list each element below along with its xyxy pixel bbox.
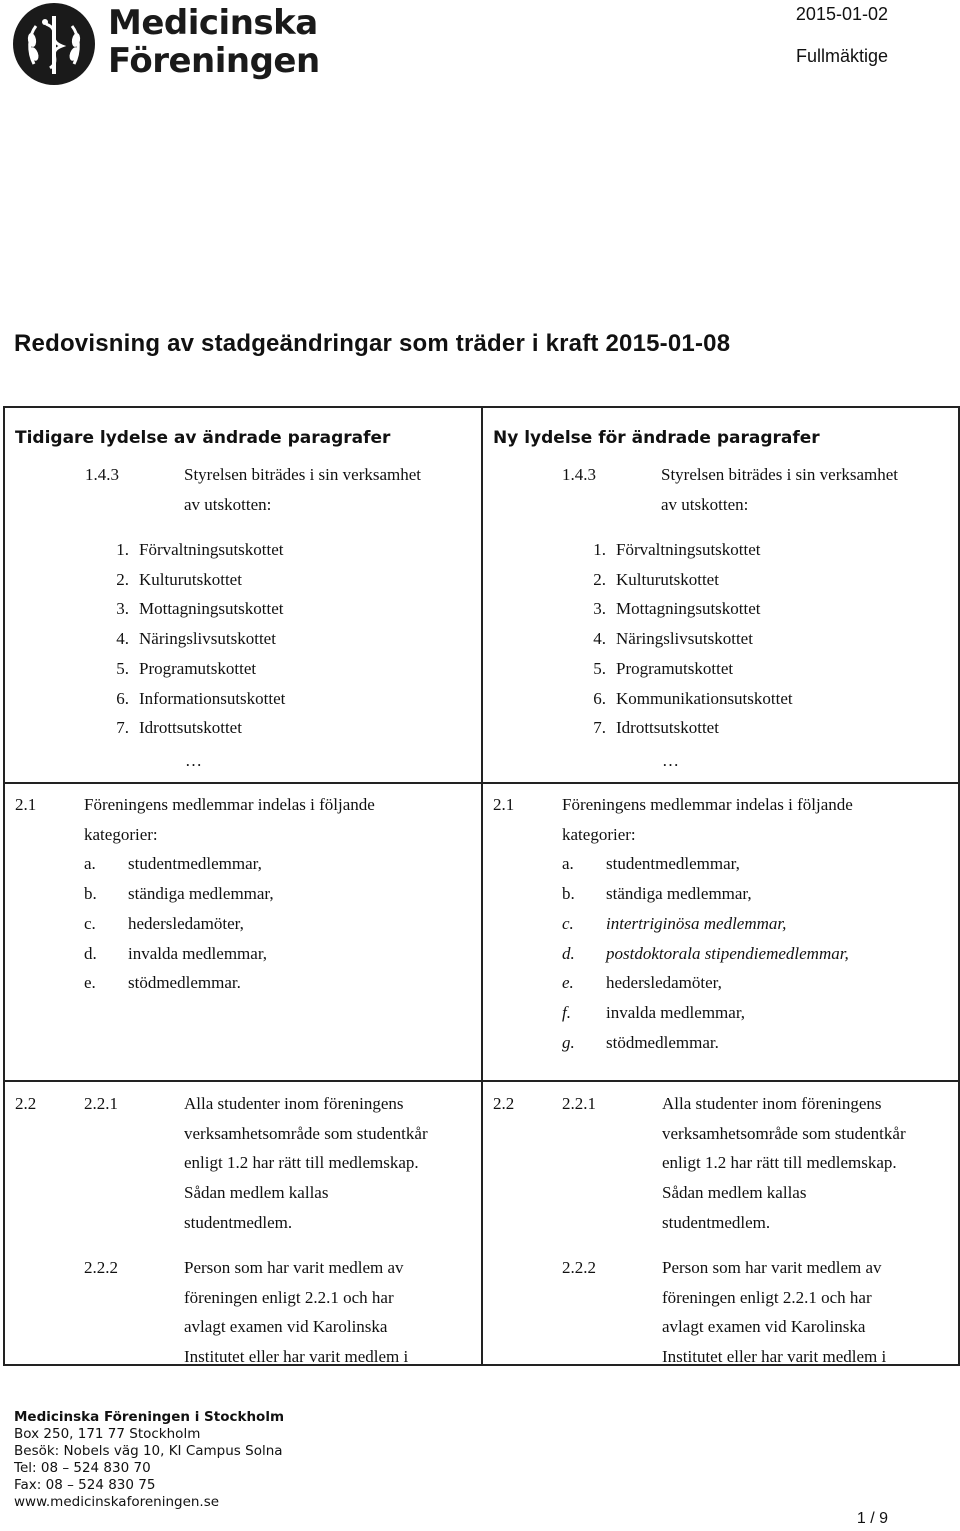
new-p22-number: 2.2 — [493, 1094, 515, 1113]
list-item: b. ständiga medlemmar, — [84, 884, 274, 904]
logo-text-line2: Föreningen — [108, 41, 320, 81]
header-date: 2015-01-02 — [795, 4, 888, 24]
footer-org: Medicinska Föreningen i Stockholm — [14, 1409, 285, 1425]
list-item: d. invalda medlemmar, — [84, 943, 268, 963]
new-p143-text — [661, 460, 898, 519]
old-p143-text — [184, 460, 421, 519]
footer-web[interactable]: www.medicinskaforeningen.se — [14, 1494, 220, 1510]
old-p222-text: Person som har varit medlem av föreningen enligt 2.2.1 och har avlagt examen vid Karolinska Institutet eller har varit medlem i — [184, 1258, 409, 1367]
footer-box: Box 250, 171 77 Stockholm — [14, 1426, 201, 1442]
old-p143-number: 1.4.3 — [85, 465, 119, 484]
old-p221-number: 2.2.1 — [84, 1094, 118, 1113]
footer-tel: Tel: 08 – 524 830 70 — [14, 1460, 151, 1476]
list-item: 3. Mottagningsutskottet — [593, 599, 761, 619]
list-item: 5. Programutskottet — [116, 658, 257, 678]
old-committee-list — [93, 535, 285, 743]
footer-visit: Besök: Nobels väg 10, KI Campus Solna — [14, 1443, 283, 1459]
document-title: Redovisning av stadgeändringar som träder i kraft 2015-01-08 — [14, 330, 731, 357]
list-item: 6. Informationsutskottet — [116, 688, 286, 708]
list-item: 4. Näringslivsutskottet — [593, 629, 753, 649]
list-item: c. intertriginösa medlemmar, — [562, 913, 787, 933]
footer-address — [14, 1409, 284, 1511]
list-item: 1. Förvaltningsutskottet — [593, 540, 761, 559]
old-p143-line2: av utskotten: — [184, 494, 272, 514]
list-item: 3. Mottagningsutskottet — [116, 599, 284, 619]
list-item: 1. Förvaltningsutskottet — [116, 540, 284, 559]
logo-text-line1: Medicinska — [108, 3, 318, 43]
new-p21-line1: Föreningens medlemmar indelas i följande — [562, 795, 853, 814]
new-p222-text: Person som har varit medlem av föreningen enligt 2.2.1 och har avlagt examen vid Karolinska Institutet eller har varit medlem i — [662, 1258, 887, 1367]
old-text-column — [5, 408, 481, 1367]
new-p143-line2: av utskotten: — [661, 494, 749, 514]
new-p21-block — [562, 790, 853, 1057]
header-department: Fullmäktige — [795, 46, 888, 66]
list-item: g. stödmedlemmar. — [562, 1032, 719, 1052]
new-p143-line1: Styrelsen biträdes i sin verksamhet — [661, 465, 899, 484]
logo — [12, 2, 320, 86]
new-p21-line2: kategorier: — [562, 824, 636, 844]
new-p143-number: 1.4.3 — [562, 465, 596, 484]
list-item: a. studentmedlemmar, — [562, 854, 740, 874]
list-item: 5. Programutskottet — [593, 658, 734, 678]
list-item: 2. Kulturutskottet — [593, 569, 719, 589]
old-p143-line1: Styrelsen biträdes i sin verksamhet — [184, 465, 422, 484]
list-item: c. hedersledamöter, — [84, 913, 244, 933]
list-item: e. stödmedlemmar. — [84, 973, 241, 993]
old-p21-block — [84, 790, 375, 998]
old-p221-text: Alla studenter inom föreningens verksamhetsområde som studentkår enligt 1.2 har rätt till medlemskap. Sådan medlem kallas studentmedlem. — [184, 1094, 428, 1232]
old-ellipsis: … — [185, 751, 202, 770]
page-number: 1 / 9 — [856, 1510, 888, 1527]
old-p222-number: 2.2.2 — [84, 1258, 118, 1277]
list-item: e. hedersledamöter, — [562, 973, 722, 993]
old-p21-line1: Föreningens medlemmar indelas i följande — [84, 795, 375, 814]
list-item: f. invalda medlemmar, — [562, 1002, 746, 1022]
new-committee-list — [570, 535, 793, 743]
new-p221-number: 2.2.1 — [562, 1094, 596, 1113]
new-p222-number: 2.2.2 — [562, 1258, 596, 1277]
comparison-table — [3, 406, 960, 1366]
list-item: b. ständiga medlemmar, — [562, 884, 752, 904]
old-p22-number: 2.2 — [15, 1094, 37, 1113]
list-item: 6. Kommunikationsutskottet — [593, 688, 793, 708]
old-column-heading: Tidigare lydelse av ändrade paragrafer — [15, 428, 391, 448]
new-ellipsis: … — [662, 751, 679, 770]
old-p21-number: 2.1 — [15, 795, 37, 814]
list-item: a. studentmedlemmar, — [84, 854, 262, 874]
list-item: 7. Idrottsutskottet — [593, 718, 719, 738]
new-p21-number: 2.1 — [493, 795, 515, 814]
list-item: 4. Näringslivsutskottet — [116, 629, 276, 649]
list-item: 2. Kulturutskottet — [116, 569, 242, 589]
new-column-heading: Ny lydelse för ändrade paragrafer — [493, 428, 820, 448]
list-item: 7. Idrottsutskottet — [116, 718, 242, 738]
footer-fax: Fax: 08 – 524 830 75 — [14, 1477, 156, 1493]
new-p221-text: Alla studenter inom föreningens verksamhetsområde som studentkår enligt 1.2 har rätt till medlemskap. Sådan medlem kallas studentmedlem. — [662, 1094, 906, 1232]
old-p21-line2: kategorier: — [84, 824, 158, 844]
caduceus-logo-icon — [12, 2, 96, 86]
new-text-column — [483, 408, 960, 1367]
list-item: d. postdoktorala stipendiemedlemmar, — [562, 943, 849, 963]
